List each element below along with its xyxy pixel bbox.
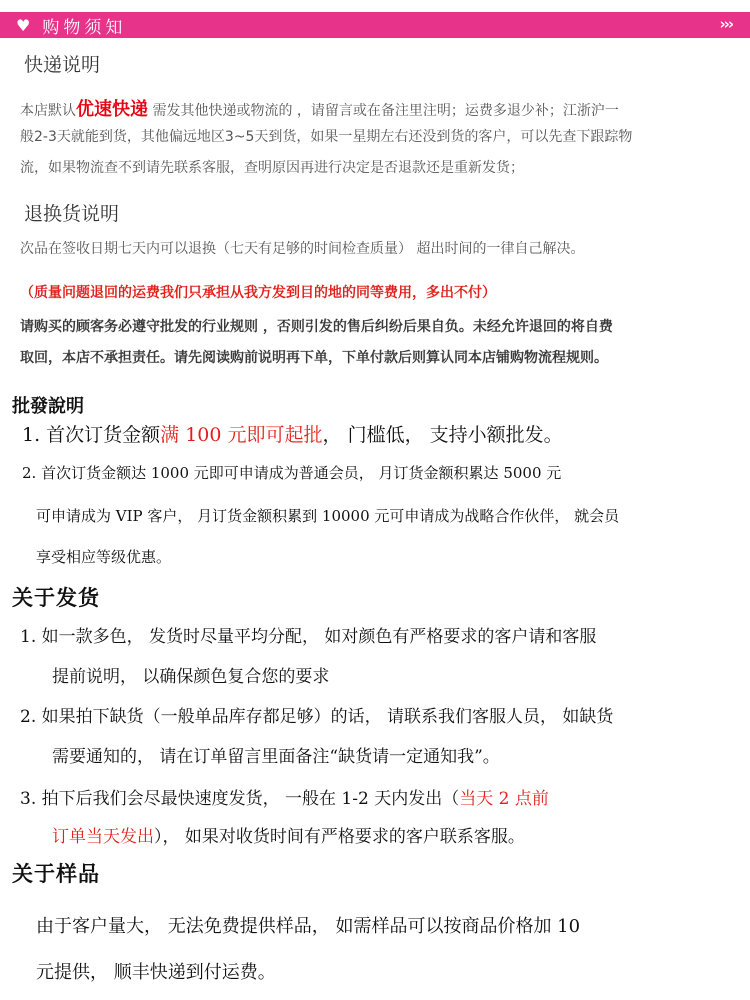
wholesale-item-1-b: ， 门槛低， 支持小额批发。 bbox=[322, 424, 563, 446]
page-title: 购物须知 bbox=[42, 17, 127, 38]
wholesale-heading: 批發說明 bbox=[12, 396, 84, 417]
wholesale-item-1-a: 1. 首次订货金额 bbox=[22, 424, 161, 446]
shipping-item-1-line-2: 提前说明， 以确保颜色复合您的要求 bbox=[52, 667, 330, 687]
shipping-item-2-line-2: 需要通知的， 请在订单留言里面备注“缺货请一定通知我”。 bbox=[52, 747, 500, 767]
wholesale-item-2-line-3: 享受相应等级优惠。 bbox=[36, 548, 172, 566]
shipping-item-3-a: 3. 拍下后我们会尽最快速度发货， 一般在 1-2 天内发出（ bbox=[20, 789, 460, 809]
shipping-item-3-line-1 bbox=[20, 784, 549, 809]
samples-line-2: 元提供， 顺丰快递到付运费。 bbox=[36, 962, 276, 983]
shipping-heading: 关于发货 bbox=[12, 586, 100, 610]
express-text-b: 需发其他快递或物流的 ，请留言或在备注里注明；运费多退少补；江浙沪一 bbox=[148, 103, 619, 119]
header-bar bbox=[0, 12, 750, 38]
shipping-item-1-line-1: 1. 如一款多色， 发货时尽量平均分配， 如对颜色有严格要求的客户请和客服 bbox=[20, 627, 597, 647]
returns-line-1: 次品在签收日期七天内可以退换（七天有足够的时间检查质量） 超出时间的一律自己解决。 bbox=[20, 241, 585, 257]
shipping-item-3-line-2 bbox=[52, 822, 525, 847]
express-line-1 bbox=[20, 95, 619, 121]
shipping-item-3-red-2: 订单当天发出 bbox=[52, 827, 154, 847]
heart-icon: ♥ bbox=[16, 15, 31, 35]
wholesale-item-1-red: 满 100 元即可起批 bbox=[160, 424, 323, 446]
express-line-2: 般2-3天就能到货，其他偏远地区3~5天到货，如果一星期左右还没到货的客户，可以先查下跟踪物 bbox=[20, 129, 633, 145]
returns-line-4: 取回，本店不承担责任。请先阅读购前说明再下单，下单付款后则算认同本店铺购物流程规则。 bbox=[20, 350, 608, 366]
express-heading: 快递说明 bbox=[24, 54, 101, 76]
shipping-item-3-red: 当天 2 点前 bbox=[459, 789, 549, 809]
returns-line-2: （质量问题退回的运费我们只承担从我方发到目的地的同等费用，多出不付） bbox=[20, 285, 496, 301]
shipping-item-2-line-1: 2. 如果拍下缺货（一般单品库存都足够）的话， 请联系我们客服人员， 如缺货 bbox=[20, 707, 614, 727]
wholesale-item-2-line-1: 2. 首次订货金额达 1000 元即可申请成为普通会员， 月订货金额积累达 5000 元 bbox=[22, 464, 562, 482]
returns-line-3: 请购买的顾客务必遵守批发的行业规则 ，否则引发的售后纠纷后果自负。未经允许退回的将自费 bbox=[20, 319, 613, 335]
shipping-item-3-b: ）， 如果对收货时间有严格要求的客户联系客服。 bbox=[154, 827, 525, 847]
chevrons-right-icon: ››› bbox=[719, 15, 732, 33]
express-brand: 优速快递 bbox=[76, 99, 148, 120]
express-text-a: 本店默认 bbox=[20, 103, 76, 119]
wholesale-item-2-line-2: 可申请成为 VIP 客户， 月订货金额积累到 10000 元可申请成为战略合作伙伴， 就会员 bbox=[36, 507, 620, 525]
samples-heading: 关于样品 bbox=[12, 862, 100, 886]
returns-heading: 退换货说明 bbox=[24, 203, 120, 225]
wholesale-item-1 bbox=[22, 420, 563, 447]
express-line-3: 流，如果物流查不到请先联系客服，查明原因再进行决定是否退款还是重新发货； bbox=[20, 160, 524, 176]
samples-line-1: 由于客户量大， 无法免费提供样品， 如需样品可以按商品价格加 10 bbox=[36, 916, 581, 937]
